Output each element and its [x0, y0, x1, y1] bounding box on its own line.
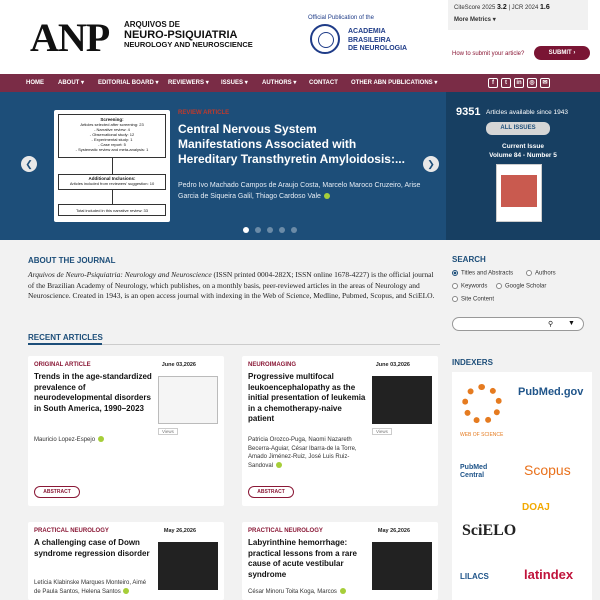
nav-reviewers-label: REVIEWERS: [168, 80, 205, 86]
orcid-icon[interactable]: [324, 193, 330, 199]
flow-connector: [112, 158, 113, 174]
site-header: [0, 0, 600, 74]
recent-articles-heading: RECENT ARTICLES: [28, 333, 103, 342]
flow-additional-title: Additional Inclusions:: [88, 176, 136, 181]
flow-screening-title: Screening:: [100, 117, 124, 122]
flow-screening-box: [58, 114, 166, 158]
article-thumbnail[interactable]: [158, 376, 218, 424]
featured-article-title[interactable]: [178, 122, 428, 167]
option-label: Authors: [535, 270, 556, 277]
article-thumbnail[interactable]: [158, 542, 218, 590]
option-label: Keywords: [461, 283, 488, 290]
indexers-heading: INDEXERS: [452, 358, 493, 367]
article-date: May 26,2026: [377, 528, 410, 534]
flow-connector: [112, 190, 113, 204]
brand-line2: NEURO-PSIQUIATRIA: [124, 29, 238, 41]
article-card[interactable]: [242, 522, 438, 600]
journal-brand[interactable]: [124, 20, 253, 50]
more-metrics-label: More Metrics: [454, 17, 492, 23]
article-authors: [248, 588, 366, 597]
views-badge: Views: [158, 428, 178, 435]
article-thumbnail[interactable]: [372, 376, 432, 424]
more-metrics-link[interactable]: [454, 16, 582, 23]
abn-line2: BRASILEIRA: [348, 36, 391, 44]
article-date: June 03,2026: [375, 362, 410, 368]
radio-icon: [496, 283, 502, 289]
option-label: Site Content: [461, 296, 495, 303]
search-option-keywords[interactable]: [452, 283, 487, 290]
option-label: Google Scholar: [505, 283, 547, 290]
featured-article-authors: [178, 180, 428, 202]
facebook-icon[interactable]: f: [488, 78, 498, 88]
authors-text: César Minoru Toita Koga, Marcos: [248, 589, 337, 595]
flow-line: - Observational study: 12: [89, 132, 135, 137]
radio-icon: [452, 296, 458, 302]
article-thumbnail[interactable]: [372, 542, 432, 590]
abstract-button[interactable]: ABSTRACT: [248, 486, 294, 498]
article-type: ORIGINAL ARTICLE: [34, 362, 91, 368]
arrow-left-icon: ❮: [25, 159, 33, 169]
official-publication-label: Official Publication of the: [308, 15, 374, 21]
authors-text: Pedro Ivo Machado Campos de Araujo Costa, Marcelo Maroco Cruzeiro, Arise Garcia de Siqueira Galil, Thiago Cardoso Vale: [178, 182, 421, 200]
nav-authors-label: AUTHORS: [262, 80, 292, 86]
chevron-down-icon: ▾: [492, 17, 496, 23]
article-type: PRACTICAL NEUROLOGY: [34, 528, 109, 534]
search-option-titles[interactable]: [452, 270, 513, 277]
carousel-next-button[interactable]: [423, 156, 439, 172]
search-option-authors[interactable]: [526, 270, 556, 277]
about-heading: ABOUT THE JOURNAL: [28, 256, 116, 265]
doaj-logo[interactable]: DOAJ: [522, 502, 550, 513]
nav-other-label: OTHER ABN PUBLICATIONS: [351, 80, 433, 86]
article-type: PRACTICAL NEUROLOGY: [248, 528, 323, 534]
abn-line3: DE NEUROLOGIA: [348, 45, 408, 52]
flow-additional-box: [58, 174, 166, 190]
search-input[interactable]: [452, 317, 584, 331]
heading-underline: [28, 343, 102, 345]
abn-name[interactable]: [348, 28, 407, 54]
all-issues-button[interactable]: ALL ISSUES: [486, 122, 550, 135]
article-card[interactable]: [28, 356, 224, 506]
brand-line1: ARQUIVOS DE: [124, 20, 181, 29]
article-authors: [34, 436, 152, 445]
latindex-logo[interactable]: latindex: [524, 567, 574, 582]
flow-line: - Narrative review: 4: [94, 127, 130, 132]
how-to-submit-link[interactable]: How to submit your article?: [452, 51, 525, 57]
nav-home[interactable]: HOME: [26, 80, 44, 86]
arrow-right-icon: ❯: [427, 159, 435, 169]
carousel-prev-button[interactable]: [21, 156, 37, 172]
flowchart-figure[interactable]: [54, 110, 170, 222]
lilacs-logo[interactable]: LILACS: [460, 572, 489, 581]
article-card[interactable]: [28, 522, 224, 600]
flow-line: - Systematic review and meta-analysis: 1: [75, 147, 149, 152]
article-authors: [34, 579, 152, 596]
orcid-icon[interactable]: [340, 588, 346, 594]
search-option-site[interactable]: [452, 296, 494, 303]
radio-icon: [452, 283, 458, 289]
views-badge: Views: [372, 428, 392, 435]
web-of-science-logo[interactable]: WEB OF SCIENCE: [460, 432, 504, 438]
scopus-logo[interactable]: Scopus: [524, 462, 571, 478]
nav-issues[interactable]: [221, 74, 248, 92]
scielo-logo[interactable]: SciELO: [462, 522, 517, 539]
carousel-dot[interactable]: [255, 227, 261, 233]
nav-editorial-board[interactable]: [98, 74, 158, 92]
nav-contact[interactable]: CONTACT: [309, 80, 338, 86]
linkedin-icon[interactable]: in: [514, 78, 524, 88]
title-line: Hereditary Transthyretin Amyloidosis:...: [178, 152, 405, 166]
flow-line: - Experimental study: 1: [91, 137, 133, 142]
journal-name: Arquivos de Neuro-Psiquiatria: Neurology and Neuroscience: [28, 270, 212, 279]
nav-other-publications[interactable]: [351, 74, 437, 92]
jcr-value: 1.6: [540, 4, 550, 11]
chevron-down-icon: ▾: [155, 80, 159, 86]
carousel-dot-active[interactable]: [243, 227, 249, 233]
filter-icon[interactable]: ▼: [568, 320, 575, 327]
search-icon[interactable]: ⚲: [548, 321, 554, 328]
radio-icon: [526, 270, 532, 276]
orcid-icon[interactable]: [123, 588, 129, 594]
nav-issues-label: ISSUES: [221, 80, 244, 86]
nav-editorial-label: EDITORIAL BOARD: [98, 80, 154, 86]
orcid-icon[interactable]: [276, 462, 282, 468]
title-line: Central Nervous System: [178, 122, 317, 136]
search-option-scholar[interactable]: [496, 283, 546, 290]
flow-line: - Case report: 5: [98, 142, 126, 147]
orcid-icon[interactable]: [98, 436, 104, 442]
article-title[interactable]: Progressive multifocal leukoencephalopathy as the initial presentation of leukemia in a chemotherapy-naive patient: [248, 372, 366, 423]
pubmed-logo[interactable]: PubMed.gov: [518, 386, 584, 398]
current-issue-label: Current Issue: [502, 143, 544, 150]
authors-text: Mauricio Lopez-Espejo: [34, 437, 96, 443]
jcr-label: JCR 2024: [511, 5, 539, 11]
authors-text: Patricia Orozco-Puga, Naomi Nazareth Becerra-Aguiar, César Ibarra-de la Torre, Amado Jiménez-Ruiz, José Luis Ruiz-Sandoval: [248, 437, 357, 469]
submit-button[interactable]: [534, 46, 590, 60]
featured-article-type: REVIEW ARTICLE: [178, 110, 230, 116]
current-issue-info: [446, 142, 600, 160]
article-date: May 26,2026: [163, 528, 196, 534]
about-text: [28, 270, 440, 302]
indexers-list: [452, 372, 592, 600]
article-date: June 03,2026: [161, 362, 196, 368]
article-authors: [248, 436, 366, 470]
abstract-button[interactable]: ABSTRACT: [34, 486, 80, 498]
article-type: NEUROIMAGING: [248, 362, 296, 368]
flow-total-box: Total included in this narrative review: 33: [58, 204, 166, 216]
nav-about-label: ABOUT: [58, 80, 80, 86]
carousel-dot[interactable]: [291, 227, 297, 233]
metrics-box: [448, 0, 588, 30]
twitter-icon[interactable]: t: [501, 78, 511, 88]
article-count: 9351: [456, 106, 481, 118]
anp-logo[interactable]: ANP: [30, 15, 110, 60]
chevron-down-icon: ▾: [205, 80, 209, 86]
chevron-down-icon: ▾: [244, 80, 248, 86]
abn-seal-icon[interactable]: [310, 24, 340, 54]
radio-checked-icon: [452, 270, 458, 276]
nav-authors[interactable]: [262, 74, 296, 92]
flow-line: Articles included from reviewers' suggestion: 10: [69, 181, 155, 186]
carousel-dot[interactable]: [267, 227, 273, 233]
chevron-down-icon: ▾: [293, 80, 297, 86]
authors-text: Letícia Klabinske Marques Monteiro, Aimé de Paula Santos, Helena Santos: [34, 580, 147, 595]
chevron-right-icon: ›: [573, 50, 576, 56]
chevron-down-icon: ▾: [434, 80, 438, 86]
current-issue-volume: Volume 84 - Number 5: [489, 152, 557, 159]
web-of-science-icon[interactable]: [462, 384, 502, 424]
abn-line1: ACADEMIA: [348, 28, 386, 35]
main-nav: [0, 74, 600, 92]
carousel-dots: [243, 220, 303, 238]
about-body: (ISSN printed 0004-282X; ISSN online 1678-4227) is the official journal of the Brazilian Academy of Neurology, which publishes, on a monthly basis, peer-reviewed articles in the areas of Neurology and Neuroscience. Created in 1943, is an open access journal with indexing in the Web of Science, Medline, Pubmed, Scopus, and SciELO.: [28, 270, 435, 300]
nav-reviewers[interactable]: [168, 74, 209, 92]
instagram-icon[interactable]: ◎: [527, 78, 537, 88]
current-issue-panel: [446, 92, 600, 240]
brand-line3: NEUROLOGY AND NEUROSCIENCE: [124, 40, 253, 49]
flow-line: Articles selected after screening: 23: [80, 122, 144, 127]
metrics-sep: |: [508, 5, 512, 11]
citescore-label: CiteScore 2025: [454, 5, 496, 11]
article-title[interactable]: Trends in the age-standardized prevalence of neurodevelopmental disorders in South America, 1990–2023: [34, 372, 152, 413]
nav-about[interactable]: [58, 74, 84, 92]
title-line: Manifestations Associated with: [178, 137, 357, 151]
pmc-logo[interactable]: PubMed Central: [460, 464, 488, 479]
option-label: Titles and Abstracts: [461, 270, 514, 277]
article-count-label: Articles available since 1943: [486, 109, 569, 116]
article-card[interactable]: [242, 356, 438, 506]
issue-cover-image[interactable]: [496, 164, 542, 222]
submit-label: SUBMIT: [548, 50, 572, 56]
carousel-dot[interactable]: [279, 227, 285, 233]
email-icon[interactable]: ✉: [540, 78, 550, 88]
chevron-down-icon: ▾: [81, 80, 85, 86]
citescore-value: 3.2: [497, 4, 507, 11]
article-title[interactable]: A challenging case of Down syndrome regression disorder: [34, 538, 150, 558]
article-title[interactable]: Labyrinthine hemorrhage: practical lessons from a rare cause of acute vestibular syndrome: [248, 538, 357, 579]
search-heading: SEARCH: [452, 255, 486, 264]
